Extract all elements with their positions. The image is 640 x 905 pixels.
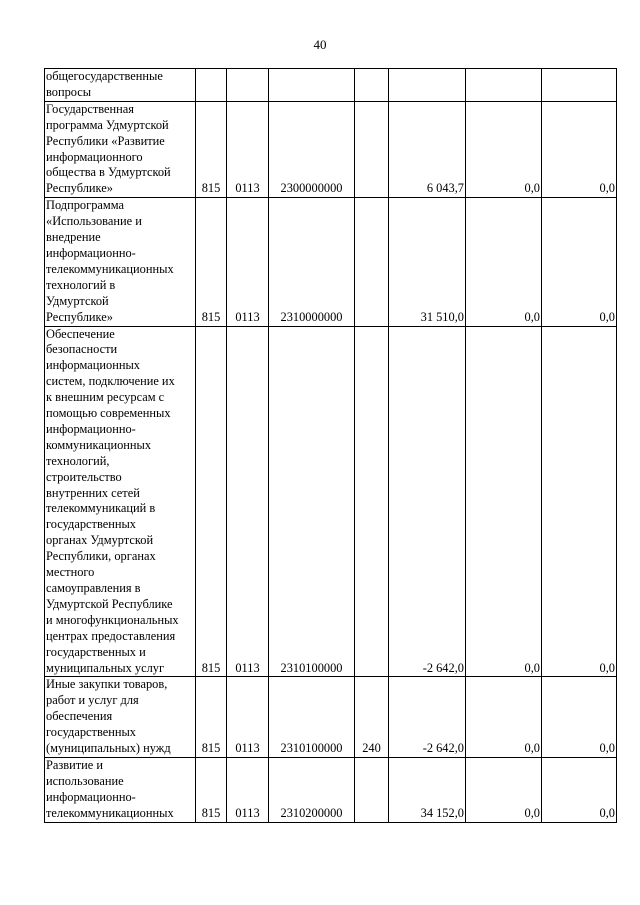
row-name-cell: Государственная программа Удмуртской Республики «Развитие информационного общества в Удмуртской Республике» (45, 101, 196, 197)
amount-year1-cell: 6 043,7 (389, 101, 466, 197)
budget-table (44, 68, 617, 823)
amount-year1-cell: -2 642,0 (389, 326, 466, 677)
amount-year1-cell (389, 69, 466, 102)
table-row (45, 69, 617, 102)
section-code-cell: 0113 (227, 101, 269, 197)
row-name-cell: Иные закупки товаров, работ и услуг для обеспечения государственных (муниципальных) нужд (45, 677, 196, 758)
target-article-cell: 2310000000 (269, 198, 355, 326)
amount-year1-cell: 34 152,0 (389, 757, 466, 822)
page-number: 40 (313, 37, 327, 52)
amount-year3-cell (542, 69, 617, 102)
admin-code-cell: 815 (196, 677, 227, 758)
expense-type-cell (355, 69, 389, 102)
table-row (45, 198, 617, 326)
row-name-cell: Обеспечение безопасности информационных систем, подключение их к внешним ресурсам с помощью современных информационно- коммуникационных технологий, строительство внутренних сетей телекоммуникаций в государственных органах Удмуртской Республики, органах местного самоуправления в Удмуртской Республике и многофункциональных центрах предоставления государственных и муниципальных услуг (45, 326, 196, 677)
amount-year1-cell: -2 642,0 (389, 677, 466, 758)
section-code-cell: 0113 (227, 677, 269, 758)
amount-year2-cell: 0,0 (466, 101, 542, 197)
amount-year3-cell: 0,0 (542, 677, 617, 758)
section-code-cell (227, 69, 269, 102)
target-article-cell (269, 69, 355, 102)
amount-year3-cell: 0,0 (542, 326, 617, 677)
amount-year2-cell (466, 69, 542, 102)
admin-code-cell: 815 (196, 326, 227, 677)
admin-code-cell: 815 (196, 198, 227, 326)
row-name-cell: Развитие и использование информационно- телекоммуникационных (45, 757, 196, 822)
row-name-cell: Подпрограмма «Использование и внедрение информационно- телекоммуникационных технологий в Удмуртской Республике» (45, 198, 196, 326)
target-article-cell: 2310100000 (269, 677, 355, 758)
section-code-cell: 0113 (227, 326, 269, 677)
amount-year1-cell: 31 510,0 (389, 198, 466, 326)
table-row (45, 326, 617, 677)
admin-code-cell (196, 69, 227, 102)
expense-type-cell: 240 (355, 677, 389, 758)
row-name-cell: общегосударственные вопросы (45, 69, 196, 102)
target-article-cell: 2310200000 (269, 757, 355, 822)
admin-code-cell: 815 (196, 757, 227, 822)
amount-year2-cell: 0,0 (466, 198, 542, 326)
amount-year2-cell: 0,0 (466, 326, 542, 677)
expense-type-cell (355, 101, 389, 197)
target-article-cell: 2310100000 (269, 326, 355, 677)
amount-year3-cell: 0,0 (542, 101, 617, 197)
amount-year2-cell: 0,0 (466, 757, 542, 822)
amount-year3-cell: 0,0 (542, 198, 617, 326)
amount-year2-cell: 0,0 (466, 677, 542, 758)
admin-code-cell: 815 (196, 101, 227, 197)
section-code-cell: 0113 (227, 198, 269, 326)
expense-type-cell (355, 198, 389, 326)
table-row (45, 101, 617, 197)
target-article-cell: 2300000000 (269, 101, 355, 197)
table-row (45, 757, 617, 822)
section-code-cell: 0113 (227, 757, 269, 822)
amount-year3-cell: 0,0 (542, 757, 617, 822)
table-row (45, 677, 617, 758)
expense-type-cell (355, 757, 389, 822)
expense-type-cell (355, 326, 389, 677)
